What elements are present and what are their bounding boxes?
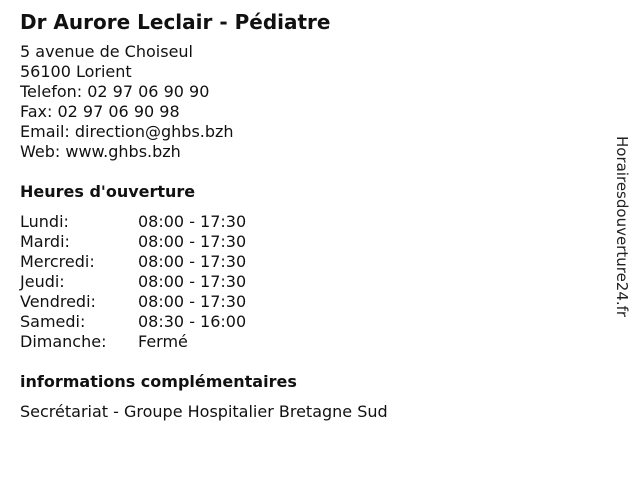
hours-row-thursday [20,272,590,292]
time-value: 08:00 - 17:30 [138,272,247,291]
day-label: Mardi: [20,232,70,251]
time-value: 08:00 - 17:30 [138,232,247,251]
email-line: Email: direction@ghbs.bzh [20,122,234,141]
day-label: Vendredi: [20,292,96,311]
time-value: 08:30 - 16:00 [138,312,247,331]
hours-row-sunday [20,332,590,352]
hours-row-saturday [20,312,590,332]
street-line: 5 avenue de Choiseul [20,42,193,61]
day-label: Dimanche: [20,332,107,351]
time-value: 08:00 - 17:30 [138,292,247,311]
info-text: Secrétariat - Groupe Hospitalier Bretagne Sud [20,402,388,421]
day-label: Jeudi: [20,272,65,291]
fax-line: Fax: 02 97 06 90 98 [20,102,180,121]
day-label: Samedi: [20,312,86,331]
page-title: Dr Aurore Leclair - Pédiatre [20,10,331,34]
time-value: 08:00 - 17:30 [138,212,247,231]
day-label: Mercredi: [20,252,95,271]
time-value: 08:00 - 17:30 [138,252,247,271]
hours-title: Heures d'ouverture [20,182,196,201]
site-watermark: Horairesdouverture24.fr [613,136,631,318]
phone-line: Telefon: 02 97 06 90 90 [20,82,210,101]
hours-row-monday [20,212,590,232]
address-block [20,42,590,162]
hours-row-tuesday [20,232,590,252]
hours-row-wednesday [20,252,590,272]
info-title: informations complémentaires [20,372,297,391]
time-value: Fermé [138,332,188,351]
hours-row-friday [20,292,590,312]
business-card [20,8,590,422]
day-label: Lundi: [20,212,69,231]
city-line: 56100 Lorient [20,62,132,81]
web-line: Web: www.ghbs.bzh [20,142,181,161]
hours-table [20,212,590,352]
